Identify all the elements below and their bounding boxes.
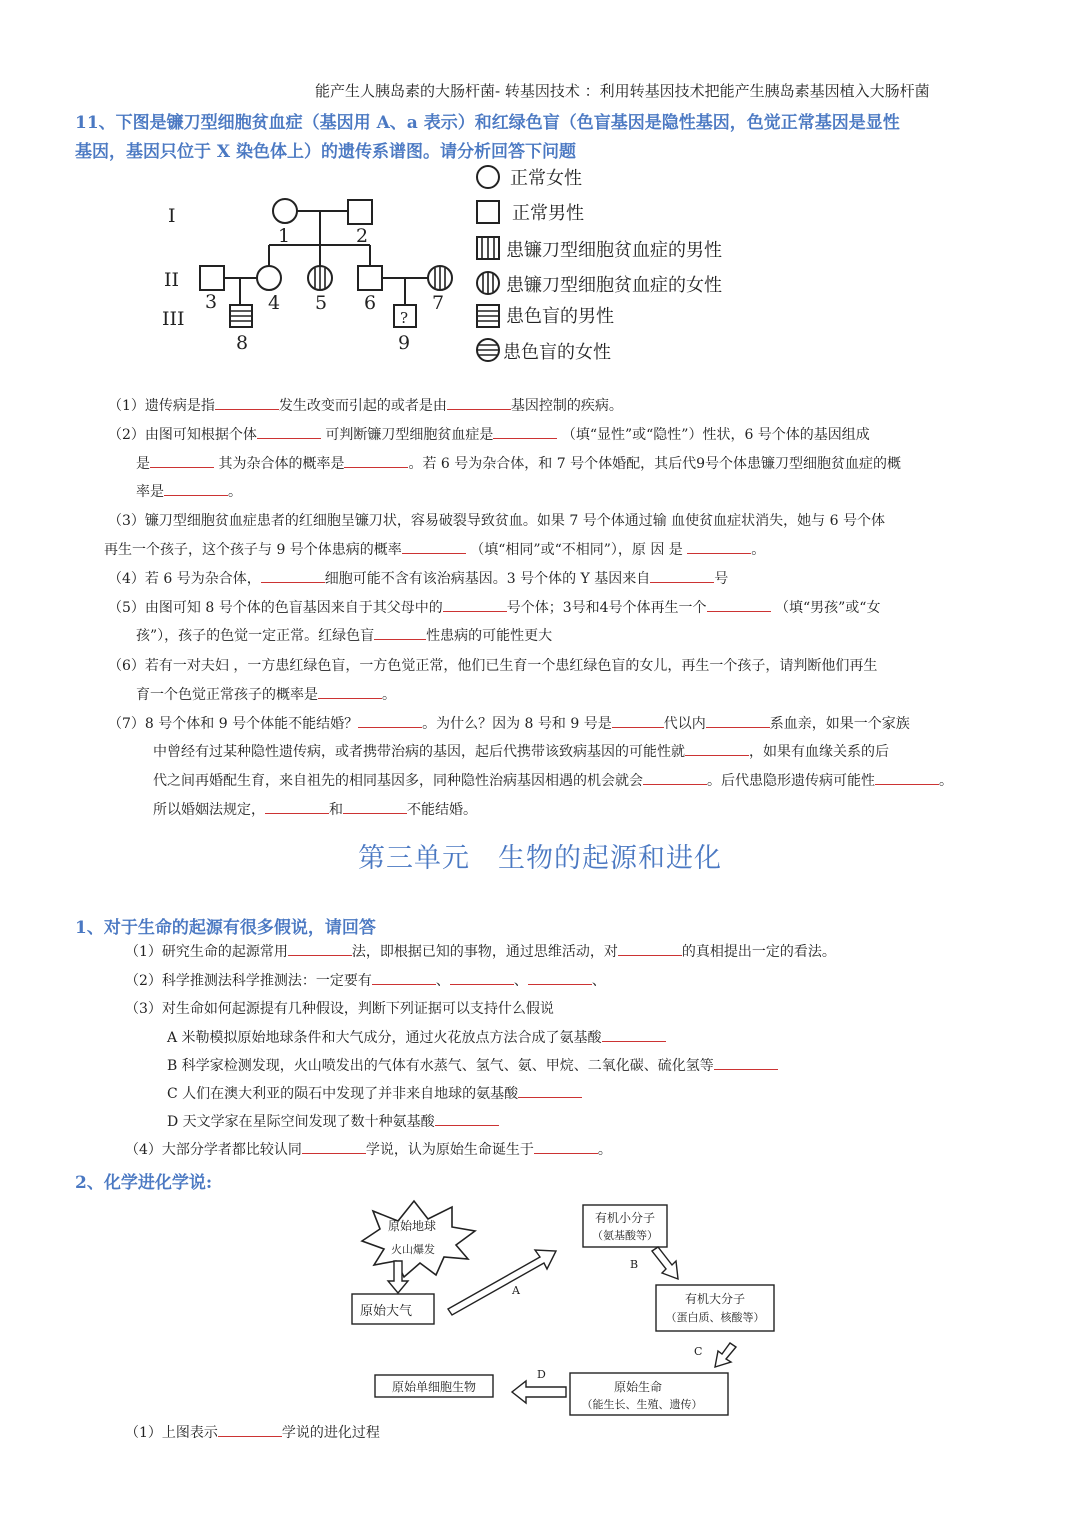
box-single-cell-label: 原始单细胞生物: [391, 1380, 477, 1394]
q11-title-line2-text: 基因，基因只位于 X 染色体上）的遗传系谱图。请分析回答下问题: [75, 142, 577, 162]
box-life-label-2: （能生长、生殖、遗传）: [581, 1398, 703, 1411]
arrow-c-icon: [715, 1343, 736, 1367]
blank[interactable]: [257, 424, 321, 439]
blank[interactable]: [358, 713, 422, 728]
blank[interactable]: [650, 568, 714, 583]
blank[interactable]: [518, 1083, 582, 1098]
u3-q2-part1: （1）上图表示 学说的进化过程: [125, 1419, 380, 1448]
q11-part3-line1: （3）镰刀型细胞贫血症患者的红细胞呈镰刀状，容易破裂导致贫血。如果 7 号个体通过输 血使贫血症状消失，她与 6 号个体: [108, 513, 885, 529]
u3-q1-part4: （4）大部分学者都比较认同 学说，认为原始生命诞生于 。: [125, 1136, 612, 1165]
arrow-a-icon: [448, 1250, 556, 1315]
label-1: 1: [278, 225, 291, 247]
q11-part3-line2: 再生一个孩子，这个孩子与 9 号个体患病的概率 （填“相同”或“不相同”），原 因 是 。: [104, 536, 765, 565]
blank[interactable]: [618, 941, 682, 956]
blank[interactable]: [261, 568, 325, 583]
q11-part2-line2: 是 其为杂合体的概率是 。若 6 号为杂合体，和 7 号个体婚配，其后代9号个体患镰刀型细胞贫血症的概: [136, 450, 901, 479]
individual-6: [358, 266, 382, 290]
u3-q1-part3d: D 天文学家在星际空间发现了数十种氨基酸: [167, 1108, 499, 1137]
label-5: 5: [315, 292, 328, 314]
q11-part7-line4: 所以婚姻法规定， 和 不能结婚。: [153, 796, 477, 825]
q11-title-line2: [75, 137, 576, 162]
q11-part2-line3: 率是 。: [136, 478, 242, 507]
burst-label-1: 原始地球: [387, 1219, 437, 1233]
blank[interactable]: [150, 453, 214, 468]
q11-part5-line2: 孩”），孩子的色觉一定正常。红绿色盲 性患病的可能性更大: [136, 622, 552, 651]
blank[interactable]: [534, 1139, 598, 1154]
box-large-label-1: 有机大分子: [684, 1292, 746, 1306]
blank[interactable]: [612, 713, 664, 728]
label-3: 3: [205, 291, 218, 313]
blank[interactable]: [374, 625, 426, 640]
blank[interactable]: [265, 799, 329, 814]
blank[interactable]: [372, 970, 436, 985]
u3-q1-part2: （2）科学推测法科学推测法：一定要有 、 、 、: [125, 967, 606, 996]
blank[interactable]: [687, 539, 751, 554]
label-4: 4: [268, 292, 281, 314]
gen-label-2: II: [164, 269, 180, 291]
label-6: 6: [364, 292, 377, 314]
blank[interactable]: [218, 1422, 282, 1437]
u3-q1-part1: （1）研究生命的起源常用 法，即根据已知的事物，通过思维活动，对 的真相提出一定的看法。: [125, 938, 836, 967]
individual-2: [348, 200, 372, 224]
blank[interactable]: [707, 597, 771, 612]
u3-q1-title: 1、对于生命的起源有很多假说，请回答: [75, 918, 376, 938]
gen-label-1: I: [168, 205, 176, 227]
arrow-d-icon: [512, 1381, 566, 1403]
q11-part6-line2: 育一个色觉正常孩子的概率是 。: [136, 681, 396, 710]
blank[interactable]: [288, 941, 352, 956]
label-b: B: [630, 1258, 639, 1271]
blank[interactable]: [344, 453, 408, 468]
blank[interactable]: [643, 770, 707, 785]
chemical-evolution-diagram: [340, 1195, 790, 1420]
label-9: 9: [398, 332, 411, 354]
blank[interactable]: [318, 684, 382, 699]
legend-normal-female: 正常女性: [510, 168, 582, 189]
question-mark: ?: [400, 309, 409, 327]
blank[interactable]: [706, 713, 770, 728]
legend-sickle-male: 患镰刀型细胞贫血症的男性: [506, 240, 722, 261]
u3-q1-part3c: C 人们在澳大利亚的陨石中发现了并非来自地球的氨基酸: [167, 1080, 582, 1109]
box-large-label-2: （蛋白质、核酸等）: [665, 1311, 765, 1324]
blank[interactable]: [875, 770, 939, 785]
blank[interactable]: [443, 597, 507, 612]
box-atmosphere-label: 原始大气: [360, 1304, 413, 1319]
label-d: D: [537, 1368, 546, 1381]
u3-q1-part3b: B 科学家检测发现，火山喷发出的气体有水蒸气、氢气、氨、甲烷、二氧化碳、硫化氢等: [167, 1052, 778, 1081]
blank[interactable]: [493, 424, 557, 439]
blank[interactable]: [343, 799, 407, 814]
blank[interactable]: [302, 1139, 366, 1154]
blank[interactable]: [402, 539, 466, 554]
unit-title: 第三单元 生物的起源和进化: [358, 843, 722, 874]
blank[interactable]: [685, 741, 749, 756]
q11-part7-line1: （7）8 号个体和 9 号个体能不能结婚？ 。为什么？因为 8 号和 9 号是 代以内 系血亲，如果一个家族: [108, 710, 910, 739]
label-8: 8: [236, 332, 249, 354]
label-a: A: [512, 1284, 520, 1297]
box-small-label-2: （氨基酸等）: [592, 1229, 658, 1242]
label-7: 7: [432, 292, 445, 314]
u3-q1-part3a: A 米勒模拟原始地球条件和大气成分，通过火花放点方法合成了氨基酸: [167, 1024, 666, 1053]
pedigree-chart: [150, 160, 770, 370]
q11-part4: （4）若 6 号为杂合体， 细胞可能不含有该治病基因。3 号个体的 Y 基因来自 号: [108, 565, 728, 594]
q11-title-line1: 11、下图是镰刀型细胞贫血症（基因用 A、a 表示）和红绿色盲（色盲基因是隐性基因，色觉正常基因是显性: [75, 113, 900, 133]
arrow-b-icon: [652, 1247, 678, 1279]
header-note: 能产生人胰岛素的大肠杆菌- 转基因技术 ：利用转基因技术把能产生胰岛素基因植入大肠杆菌: [315, 82, 930, 100]
q11-part7-line3: 代之间再婚配生育，来自祖先的相同基因多，同种隐性治病基因相遇的机会就会 。后代患隐形遗传病可能性 。: [153, 767, 953, 796]
label-2: 2: [356, 225, 369, 247]
blank[interactable]: [435, 1111, 499, 1126]
q11-part6-line1: （6）若有一对夫妇 ，一方患红绿色盲，一方色觉正常，他们已生育一个患红绿色盲的女儿，再生一个孩子，请判断他们再生: [108, 658, 878, 674]
individual-1: [273, 199, 297, 223]
box-small-label-1: 有机小分子: [594, 1211, 656, 1225]
u3-q1-part3: （3）对生命如何起源提有几种假设，判断下列证据可以支持什么假说: [125, 1001, 554, 1017]
burst-shape: [362, 1201, 475, 1277]
blank[interactable]: [714, 1055, 778, 1070]
blank[interactable]: [450, 970, 514, 985]
burst-label-2: 火山爆发: [391, 1243, 435, 1256]
q11-part7-line2: 中曾经有过某种隐性遗传病，或者携带治病的基因，起后代携带该致病基因的可能性就 ，如果有血缘关系的后: [153, 738, 889, 767]
blank[interactable]: [164, 481, 228, 496]
label-c: C: [694, 1345, 703, 1358]
blank[interactable]: [215, 395, 279, 410]
individual-4: [257, 266, 281, 290]
blank[interactable]: [447, 395, 511, 410]
legend-sickle-female: 患镰刀型细胞贫血症的女性: [506, 275, 722, 296]
blank[interactable]: [528, 970, 592, 985]
u3-q2-title: 2、化学进化学说:: [75, 1173, 213, 1193]
legend-colorblind-female: 患色盲的女性: [503, 342, 611, 363]
legend-normal-male: 正常男性: [512, 203, 584, 224]
blank[interactable]: [602, 1027, 666, 1042]
q11-part1: （1）遗传病是指 发生改变而引起的或者是由 基因控制的疾病。: [108, 392, 623, 421]
gen-label-3: III: [162, 308, 185, 330]
q11-part2-line1: （2）由图可知根据个体 可判断镰刀型细胞贫血症是 （填“显性”或“隐性”）性状，6 号个体的基因组成: [108, 421, 870, 450]
legend-colorblind-male: 患色盲的男性: [506, 306, 614, 327]
individual-3: [200, 266, 224, 290]
q11-part5-line1: （5）由图可知 8 号个体的色盲基因来自于其父母中的 号个体；3号和4号个体再生一个 （填“男孩”或“女: [108, 594, 880, 623]
box-life-label-1: 原始生命: [613, 1380, 663, 1394]
